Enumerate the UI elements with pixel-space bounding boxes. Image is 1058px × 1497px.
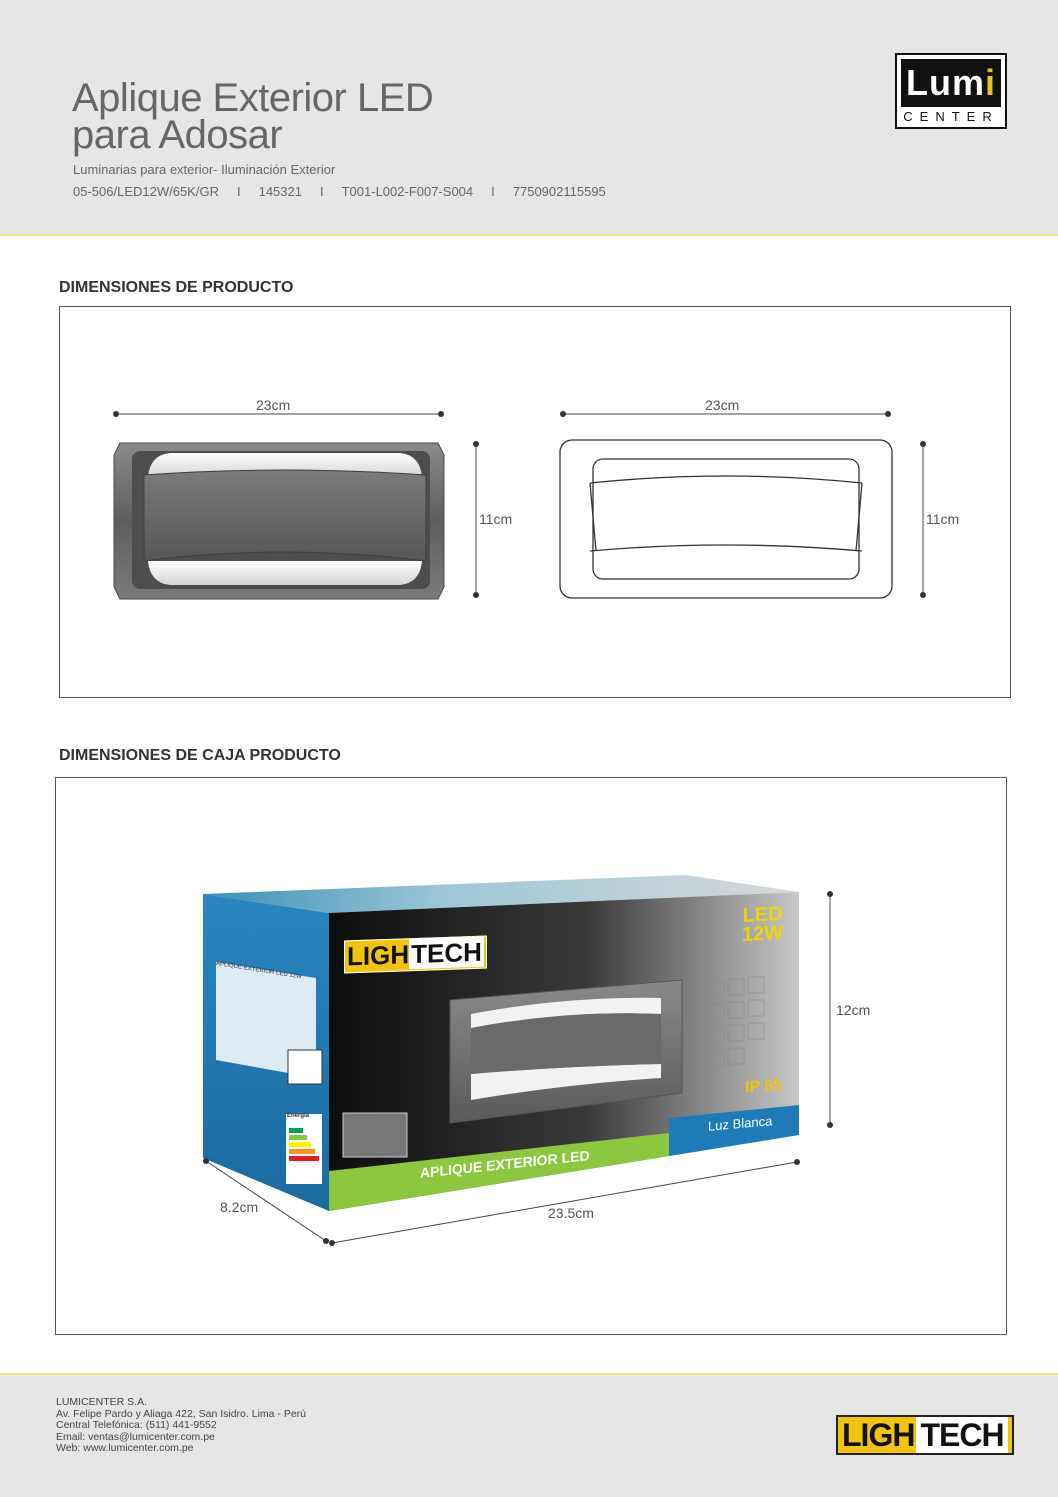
box-brand-logo: LIGHTECH — [344, 936, 487, 974]
box-side-product-name: APLIQUE EXTERIOR LED 12W — [216, 960, 302, 981]
product-dimensions-frame — [59, 306, 1011, 698]
location-code: T001-L002-F007-S004 — [341, 184, 474, 199]
box-height-label: 12cm — [836, 1002, 871, 1018]
box-installed-photo — [343, 1113, 407, 1157]
company-address: Av. Felipe Pardo y Aliaga 422, San Isidro. Lima - Perú — [56, 1407, 306, 1420]
code-separator: I — [319, 184, 324, 199]
left-width-label: 23cm — [256, 397, 291, 413]
page-header — [0, 0, 1058, 236]
right-width-label: 23cm — [705, 397, 740, 413]
box-dimensions-frame — [55, 777, 1007, 1335]
company-contact — [56, 1397, 306, 1455]
product-title — [72, 76, 434, 157]
box-light-type: Luz Blanca — [708, 1113, 773, 1134]
box-height-dimension — [827, 891, 833, 1128]
right-height-label: 11cm — [926, 511, 960, 527]
box-product-name: APLIQUE EXTERIOR LED — [420, 1147, 590, 1181]
box-led-badge: LED 12W — [742, 902, 784, 947]
lamp-photo-render — [114, 443, 444, 599]
company-web: Web: www.lumicenter.com.pe — [56, 1442, 194, 1454]
company-phone: Central Telefónica: (511) 441-9552 — [56, 1419, 217, 1431]
lightech-logo: LIGH TECH — [836, 1415, 1014, 1455]
box-side-energy: Energía — [287, 1113, 310, 1119]
lamp-line-drawing — [560, 440, 892, 598]
code-separator: I — [491, 184, 495, 199]
box-width-label: 23.5cm — [548, 1205, 594, 1221]
product-drawings — [60, 307, 1010, 697]
company-email: Email: ventas@lumicenter.com.pe — [56, 1430, 215, 1443]
box-dimensions-title: DIMENSIONES DE CAJA PRODUCTO — [59, 747, 341, 764]
company-name: LUMICENTER S.A. — [56, 1396, 148, 1408]
qr-code — [288, 1050, 322, 1084]
product-codes — [73, 184, 606, 199]
title-line-1: Aplique Exterior LED — [72, 76, 434, 120]
center-logo-wordmark: CENTER — [903, 109, 999, 124]
code-separator: I — [236, 184, 241, 199]
barcode-number: 7750902115595 — [512, 184, 606, 199]
lumicenter-logo — [895, 53, 1007, 129]
box-drawing — [56, 778, 1006, 1334]
box-energy-label — [286, 1114, 322, 1184]
sku-code: 05-506/LED12W/65K/GR — [73, 184, 219, 199]
box-depth-label: 8.2cm — [220, 1199, 259, 1215]
product-dimensions-title: DIMENSIONES DE PRODUCTO — [59, 279, 294, 296]
product-category: Luminarias para exterior- Iluminación Exterior — [73, 162, 336, 177]
left-height-label: 11cm — [479, 511, 513, 527]
title-line-2: para Adosar — [72, 113, 283, 157]
box-ip-rating: IP 65 — [745, 1076, 783, 1097]
item-code: 145321 — [258, 184, 302, 199]
lumi-logo-wordmark: Lumi — [901, 59, 1001, 107]
page-footer — [0, 1373, 1058, 1497]
